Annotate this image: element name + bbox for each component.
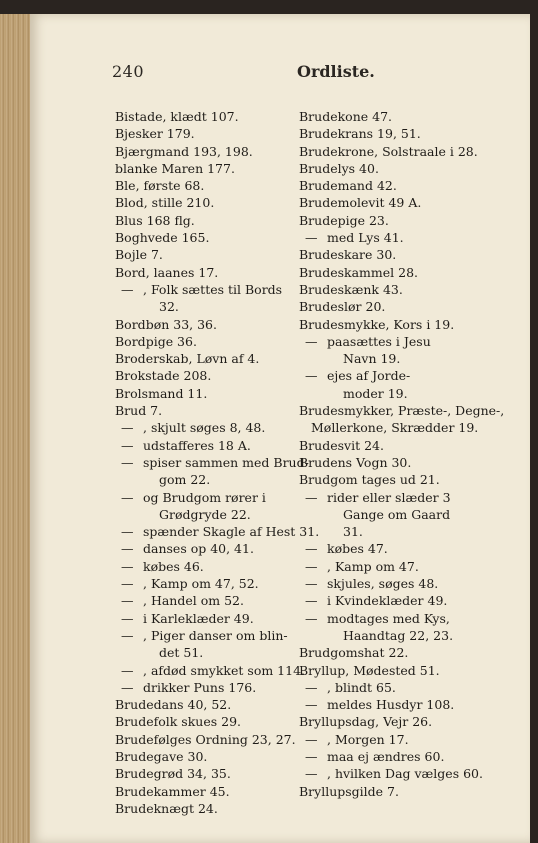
index-entry: Bord, laanes 17.: [115, 264, 219, 280]
index-entry: det 51.: [159, 645, 204, 661]
index-entry: Brudesmykker, Præste-, Degne-,: [299, 403, 505, 419]
index-entry: Møllerkone, Skrædder 19.: [311, 420, 479, 436]
index-entry: Brudemand 42.: [299, 178, 397, 194]
index-entry: Brokstade 208.: [115, 368, 212, 384]
index-entry: — drikker Puns 176.: [115, 679, 295, 696]
index-entry: — , Folk sættes til Bords: [115, 281, 295, 298]
index-entry: — , Piger danser om blin-: [115, 627, 295, 644]
index-entry: — skjules, søges 48.: [299, 575, 489, 592]
index-entry: — , skjult søges 8, 48.: [115, 419, 295, 436]
index-entry: Brudekrans 19, 51.: [299, 126, 421, 142]
index-entry: — med Lys 41.: [299, 229, 489, 246]
index-entry: Blod, stille 210.: [115, 195, 215, 211]
index-entry: — paasættes i Jesu: [299, 333, 489, 350]
index-entry: Brudelys 40.: [299, 160, 379, 176]
index-entry: Brudegave 30.: [115, 748, 208, 764]
index-entry: Brudefølges Ordning 23, 27.: [115, 731, 296, 747]
index-entry: Brudepige 23.: [299, 212, 389, 228]
index-entry: — modtages med Kys,: [299, 610, 489, 627]
index-entry: — , Kamp om 47, 52.: [115, 575, 295, 592]
index-entry: Blus 168 flg.: [115, 212, 195, 228]
index-entry: — i Kvindeklæder 49.: [299, 592, 489, 609]
index-entry: Bryllup, Mødested 51.: [299, 662, 440, 678]
index-entry: — i Karleklæder 49.: [115, 610, 295, 627]
index-entry: — , hvilken Dag vælges 60.: [299, 765, 489, 782]
index-entry: Bryllupsgilde 7.: [299, 783, 399, 799]
index-entry: — spænder Skagle af Hest 31.: [115, 523, 295, 540]
index-entry: Brudgom tages ud 21.: [299, 472, 440, 488]
index-entry: Broderskab, Løvn af 4.: [115, 351, 260, 367]
index-entry: Brudesvit 24.: [299, 437, 384, 453]
index-entry: Brudens Vogn 30.: [299, 454, 412, 470]
index-entry: — meldes Husdyr 108.: [299, 696, 489, 713]
index-entry: gom 22.: [159, 472, 211, 488]
index-entry: — udstafferes 18 A.: [115, 437, 295, 454]
index-entry: Bjærgmand 193, 198.: [115, 143, 253, 159]
index-entry: Brudeknægt 24.: [115, 800, 218, 816]
index-entry: 32.: [159, 299, 179, 315]
page-title: Ordliste.: [297, 62, 375, 81]
index-entry: Gange om Gaard: [343, 506, 451, 522]
index-entry: Bryllupsdag, Vejr 26.: [299, 714, 433, 730]
index-entry: blanke Maren 177.: [115, 160, 235, 176]
index-entry: Brudekammer 45.: [115, 783, 230, 799]
index-entry: Bordpige 36.: [115, 333, 197, 349]
index-entry: Bordbøn 33, 36.: [115, 316, 217, 332]
index-entry: Ble, første 68.: [115, 178, 205, 194]
index-entry: moder 19.: [343, 385, 408, 401]
index-entry: Brudgomshat 22.: [299, 645, 409, 661]
index-entry: Brolsmand 11.: [115, 385, 208, 401]
index-entry: Brudedans 40, 52.: [115, 697, 232, 713]
index-entry: Brudeskænk 43.: [299, 281, 403, 297]
index-entry: Bjesker 179.: [115, 126, 195, 142]
index-entry: Haandtag 22, 23.: [343, 627, 454, 643]
index-column-left: [115, 108, 320, 817]
index-entry: Grødgryde 22.: [159, 506, 251, 522]
index-entry: — ejes af Jorde-: [299, 367, 489, 384]
index-entry: Brudegrød 34, 35.: [115, 766, 231, 782]
index-entry: — , Kamp om 47.: [299, 558, 489, 575]
index-entry: — og Brudgom rører i: [115, 489, 295, 506]
index-column-right: [299, 108, 505, 800]
index-entry: — , afdød smykket som 114.: [115, 662, 295, 679]
index-entry: — købes 46.: [115, 558, 295, 575]
index-entry: — danses op 40, 41.: [115, 540, 295, 557]
index-entry: Brudefolk skues 29.: [115, 714, 242, 730]
index-entry: Brudekone 47.: [299, 109, 393, 124]
index-entry: Brudemolevit 49 A.: [299, 195, 422, 211]
index-entry: Brudesmykke, Kors i 19.: [299, 316, 455, 332]
index-entry: — , blindt 65.: [299, 679, 489, 696]
index-entry: Brudeslør 20.: [299, 299, 386, 315]
index-entry: Brudekrone, Solstraale i 28.: [299, 143, 478, 159]
index-entry: — rider eller slæder 3: [299, 489, 489, 506]
index-entry: 31.: [343, 524, 363, 540]
index-entry: — købes 47.: [299, 540, 489, 557]
index-entry: Navn 19.: [343, 351, 401, 367]
index-entry: — spiser sammen med Brud-: [115, 454, 295, 471]
index-entry: Bistade, klædt 107.: [115, 109, 239, 124]
index-entry: — , Handel om 52.: [115, 592, 295, 609]
index-entry: Brudeskare 30.: [299, 247, 397, 263]
index-entry: Brud 7.: [115, 403, 163, 419]
index-entry: Brudeskammel 28.: [299, 264, 419, 280]
index-entry: Bojle 7.: [115, 247, 163, 263]
page-number: 240: [112, 62, 145, 81]
index-entry: Boghvede 165.: [115, 230, 210, 246]
index-entry: — , Morgen 17.: [299, 731, 489, 748]
index-entry: — maa ej ændres 60.: [299, 748, 489, 765]
